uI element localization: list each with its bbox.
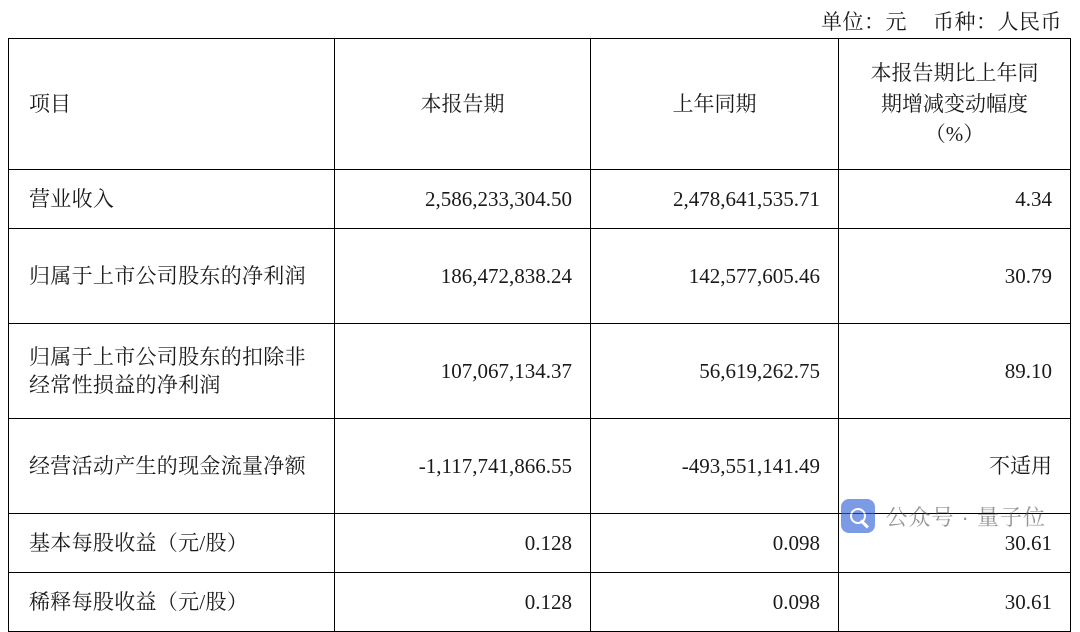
row-current-value: 186,472,838.24	[335, 229, 591, 324]
row-change-value: 30.61	[839, 573, 1071, 632]
row-current-value: 0.128	[335, 514, 591, 573]
column-header-change-line3: （%）	[924, 122, 985, 147]
table-row	[9, 419, 1071, 514]
row-change-value: 30.79	[839, 229, 1071, 324]
table-row	[9, 324, 1071, 419]
column-header-prior-period: 上年同期	[591, 39, 839, 170]
column-header-change-rate	[839, 39, 1071, 170]
row-item-label: 基本每股收益（元/股）	[9, 514, 335, 573]
table-row	[9, 514, 1071, 573]
row-prior-value: 56,619,262.75	[591, 324, 839, 419]
row-change-value: 4.34	[839, 170, 1071, 229]
table-row	[9, 170, 1071, 229]
financial-summary-table	[8, 38, 1071, 632]
row-current-value: 2,586,233,304.50	[335, 170, 591, 229]
row-item-label: 营业收入	[9, 170, 335, 229]
row-change-value: 不适用	[839, 419, 1071, 514]
currency-label: 币种：人民币	[933, 10, 1062, 34]
column-header-current-period: 本报告期	[335, 39, 591, 170]
table-body	[9, 170, 1071, 632]
row-current-value: -1,117,741,866.55	[335, 419, 591, 514]
column-header-change-line2: 期增减变动幅度	[881, 91, 1028, 116]
column-header-change-line1: 本报告期比上年同	[870, 61, 1039, 86]
row-item-label: 归属于上市公司股东的扣除非经常性损益的净利润	[9, 324, 335, 419]
row-item-label: 归属于上市公司股东的净利润	[9, 229, 335, 324]
row-prior-value: -493,551,141.49	[591, 419, 839, 514]
unit-currency-line	[821, 6, 1062, 36]
row-item-label: 经营活动产生的现金流量净额	[9, 419, 335, 514]
watermark-text: 公众号 · 量子位	[885, 504, 1046, 530]
row-prior-value: 2,478,641,535.71	[591, 170, 839, 229]
table-row	[9, 573, 1071, 632]
row-item-label: 稀释每股收益（元/股）	[9, 573, 335, 632]
row-prior-value: 0.098	[591, 514, 839, 573]
unit-label: 单位：元	[821, 10, 907, 34]
row-prior-value: 0.098	[591, 573, 839, 632]
table-header	[9, 39, 1071, 170]
column-header-item: 项目	[9, 39, 335, 170]
row-prior-value: 142,577,605.46	[591, 229, 839, 324]
row-change-value: 89.10	[839, 324, 1071, 419]
table-row	[9, 229, 1071, 324]
row-current-value: 107,067,134.37	[335, 324, 591, 419]
table-header-row	[9, 39, 1071, 170]
row-current-value: 0.128	[335, 573, 591, 632]
row-change-value: 30.61	[839, 514, 1071, 573]
